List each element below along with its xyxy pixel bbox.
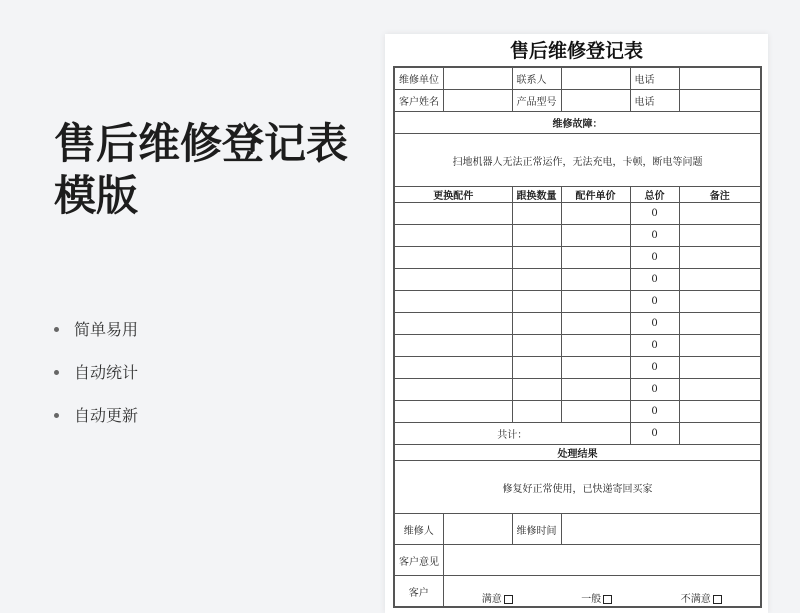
parts-cell[interactable] — [679, 401, 761, 423]
total-label: 共计： — [394, 423, 630, 445]
bullet-icon — [54, 327, 59, 332]
parts-cell[interactable] — [512, 291, 561, 313]
parts-cell[interactable]: 0 — [630, 313, 679, 335]
parts-cell[interactable]: 0 — [630, 203, 679, 225]
parts-cell[interactable]: 0 — [630, 291, 679, 313]
repair-time-value[interactable] — [561, 514, 761, 545]
parts-cell[interactable] — [512, 379, 561, 401]
fault-text-row — [394, 134, 761, 187]
parts-cell[interactable]: 0 — [630, 269, 679, 291]
total-remark[interactable] — [679, 423, 761, 445]
column-header: 更换配件 — [394, 187, 512, 203]
parts-row — [394, 379, 761, 401]
field-label: 维修单位 — [394, 67, 443, 90]
parts-cell[interactable] — [512, 357, 561, 379]
parts-row — [394, 203, 761, 225]
parts-cell[interactable] — [512, 269, 561, 291]
parts-cell[interactable] — [394, 357, 512, 379]
parts-cell[interactable] — [394, 401, 512, 423]
parts-cell[interactable]: 0 — [630, 247, 679, 269]
result-heading: 处理结果 — [394, 445, 761, 461]
total-value: 0 — [630, 423, 679, 445]
field-label: 联系人 — [512, 67, 561, 90]
parts-cell[interactable] — [394, 203, 512, 225]
satisfaction-option-label: 满意 — [481, 594, 502, 605]
satisfaction-options — [443, 576, 761, 608]
result-description[interactable]: 修复好正常使用，已快递寄回买家 — [394, 461, 761, 514]
parts-row — [394, 357, 761, 379]
repairer-value[interactable] — [443, 514, 512, 545]
parts-cell[interactable] — [679, 335, 761, 357]
field-label: 电话 — [630, 67, 679, 90]
field-value[interactable] — [561, 67, 630, 90]
field-value[interactable] — [679, 67, 761, 90]
total-row — [394, 423, 761, 445]
parts-cell[interactable] — [561, 357, 630, 379]
parts-cell[interactable] — [561, 203, 630, 225]
fault-description[interactable]: 扫地机器人无法正常运作，无法充电，卡顿，断电等问题 — [394, 134, 761, 187]
parts-cell[interactable] — [561, 379, 630, 401]
feature-item: 简单易用 — [54, 308, 138, 351]
parts-row — [394, 225, 761, 247]
parts-header-row — [394, 187, 761, 203]
parts-cell[interactable]: 0 — [630, 401, 679, 423]
field-value[interactable] — [679, 90, 761, 112]
feature-item: 自动更新 — [54, 394, 138, 437]
parts-cell[interactable] — [512, 225, 561, 247]
parts-row — [394, 269, 761, 291]
feature-list — [54, 308, 138, 437]
parts-cell[interactable] — [512, 401, 561, 423]
form-title: 售后维修登记表 — [509, 40, 643, 62]
parts-cell[interactable]: 0 — [630, 357, 679, 379]
bullet-icon — [54, 370, 59, 375]
parts-cell[interactable] — [679, 225, 761, 247]
parts-cell[interactable] — [394, 269, 512, 291]
column-header: 总价 — [630, 187, 679, 203]
repair-time-label: 维修时间 — [512, 514, 561, 545]
parts-cell[interactable] — [394, 313, 512, 335]
fault-heading-row — [394, 112, 761, 134]
parts-cell[interactable] — [561, 335, 630, 357]
parts-cell[interactable] — [394, 291, 512, 313]
parts-cell[interactable] — [394, 225, 512, 247]
parts-cell[interactable] — [394, 247, 512, 269]
parts-row — [394, 401, 761, 423]
parts-cell[interactable] — [512, 203, 561, 225]
field-value[interactable] — [561, 90, 630, 112]
parts-cell[interactable] — [679, 379, 761, 401]
parts-cell[interactable]: 0 — [630, 335, 679, 357]
customer-opinion-row — [394, 545, 761, 576]
parts-cell[interactable] — [561, 225, 630, 247]
field-value[interactable] — [443, 67, 512, 90]
result-heading-row — [394, 445, 761, 461]
parts-cell[interactable]: 0 — [630, 225, 679, 247]
fault-heading: 维修故障： — [394, 112, 761, 134]
form-sheet — [385, 34, 768, 613]
customer-opinion-value[interactable] — [443, 545, 761, 576]
parts-row — [394, 291, 761, 313]
parts-cell[interactable] — [561, 401, 630, 423]
parts-cell[interactable] — [512, 247, 561, 269]
column-header: 备注 — [679, 187, 761, 203]
info-row — [394, 67, 761, 90]
parts-row — [394, 247, 761, 269]
column-header: 配件单价 — [561, 187, 630, 203]
result-text-row — [394, 461, 761, 514]
parts-cell[interactable] — [679, 269, 761, 291]
parts-cell[interactable] — [561, 269, 630, 291]
parts-cell[interactable] — [679, 313, 761, 335]
parts-cell[interactable] — [561, 247, 630, 269]
parts-cell[interactable] — [394, 379, 512, 401]
parts-row — [394, 313, 761, 335]
field-label: 电话 — [630, 90, 679, 112]
parts-cell[interactable] — [679, 203, 761, 225]
field-label: 产品型号 — [512, 90, 561, 112]
parts-cell[interactable] — [561, 313, 630, 335]
promo-title: 售后维修登记表模版 — [54, 119, 349, 220]
satisfaction-option[interactable] — [482, 594, 513, 606]
parts-cell[interactable] — [561, 291, 630, 313]
parts-cell[interactable] — [679, 357, 761, 379]
field-value[interactable] — [443, 90, 512, 112]
field-label: 客户姓名 — [394, 90, 443, 112]
parts-cell[interactable] — [512, 313, 561, 335]
info-row — [394, 90, 761, 112]
satisfaction-label: 客户 — [394, 576, 443, 608]
satisfaction-option[interactable] — [681, 594, 722, 606]
column-header: 跟换数量 — [512, 187, 561, 203]
checkbox-icon[interactable] — [603, 595, 612, 604]
parts-cell[interactable]: 0 — [630, 379, 679, 401]
feature-item: 自动统计 — [54, 351, 138, 394]
satisfaction-option-label: 一般 — [581, 594, 602, 605]
parts-cell[interactable] — [394, 335, 512, 357]
parts-cell[interactable] — [679, 291, 761, 313]
repair-form-table — [393, 66, 762, 608]
parts-cell[interactable] — [679, 247, 761, 269]
checkbox-icon[interactable] — [504, 595, 513, 604]
parts-row — [394, 335, 761, 357]
bullet-icon — [54, 413, 59, 418]
satisfaction-option-label: 不满意 — [680, 594, 711, 605]
repairer-row — [394, 514, 761, 545]
parts-cell[interactable] — [512, 335, 561, 357]
customer-opinion-label: 客户意见 — [394, 545, 443, 576]
repairer-label: 维修人 — [394, 514, 443, 545]
satisfaction-row — [394, 576, 761, 608]
satisfaction-option[interactable] — [581, 594, 612, 606]
checkbox-icon[interactable] — [713, 595, 722, 604]
